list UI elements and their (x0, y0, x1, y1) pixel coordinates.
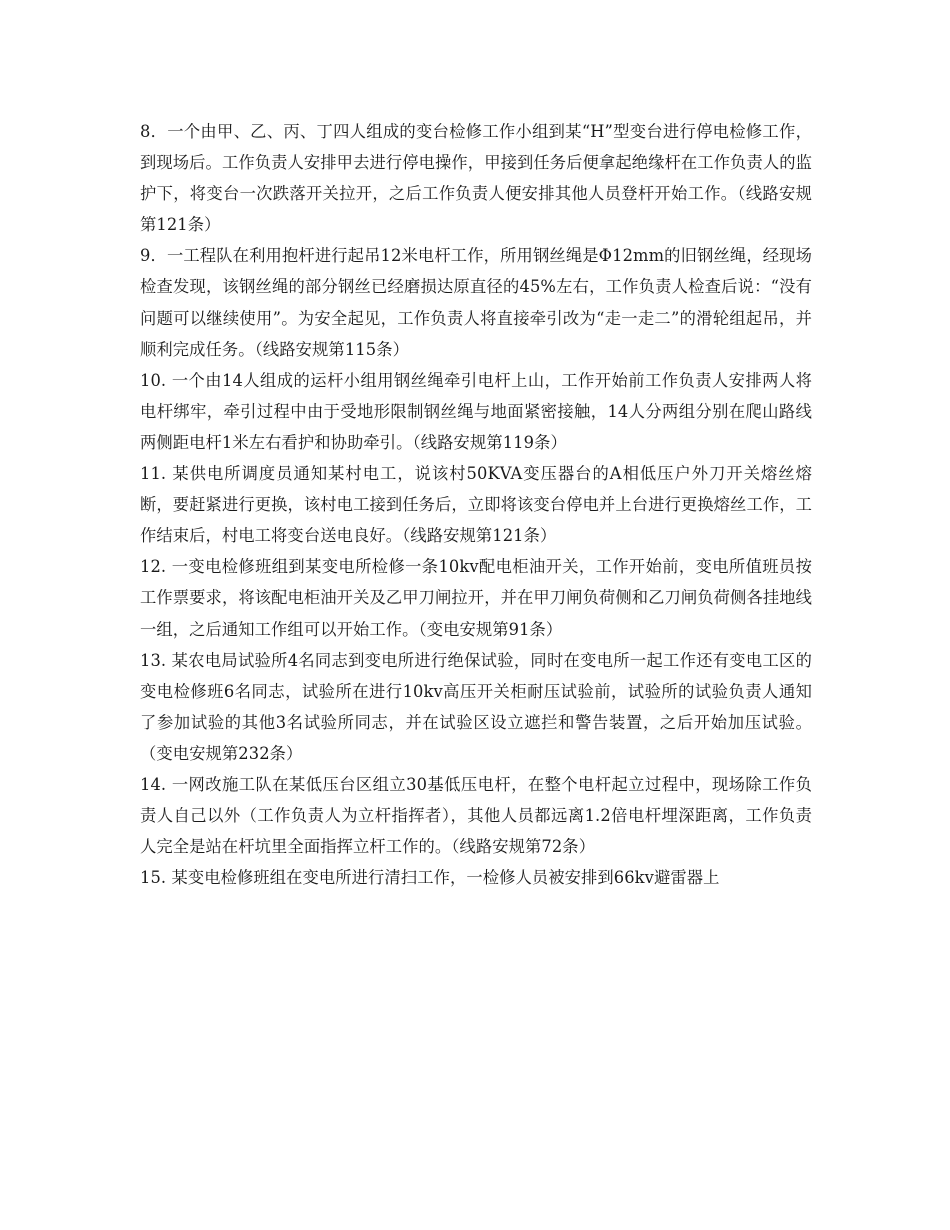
paragraph-item-8: 8．一个由甲、乙、丙、丁四人组成的变台检修工作小组到某“H”型变台进行停电检修工作，到现场后。工作负责人安排甲去进行停电操作，甲接到任务后便拿起绝缘杆在工作负责人的监护下，将变台一次跌落开关拉开，之后工作负责人便安排其他人员登杆开始工作。（线路安规第121条） (140, 122, 812, 235)
paragraph-item-15: 15. 某变电检修班组在变电所进行清扫工作，一检修人员被安排到66kv避雷器上 (140, 868, 720, 888)
paragraph-item-14: 14. 一网改施工队在某低压台区组立30基低压电杆，在整个电杆起立过程中，现场除工作负责人自己以外（工作负责人为立杆指挥者），其他人员都远离1.2倍电杆埋深距离，工作负责人完全是站在杆坑里全面指挥立杆工作的。（线路安规第72条） (140, 774, 812, 857)
document-body (140, 116, 812, 893)
paragraph-item-11: 11. 某供电所调度员通知某村电工，说该村50KVA变压器台的A相低压户外刀开关熔丝熔断，要赶紧进行更换，该村电工接到任务后，立即将该变台停电并上台进行更换熔丝工作，工作结束后，村电工将变台送电良好。（线路安规第121条） (140, 464, 812, 546)
paragraph-item-10: 10. 一个由14人组成的运杆小组用钢丝绳牵引电杆上山，工作开始前工作负责人安排两人将电杆绑牢，牵引过程中由于受地形限制钢丝绳与地面紧密接触，14人分两组分别在爬山路线两侧距电杆1米左右看护和协助牵引。（线路安规第119条） (140, 370, 812, 452)
paragraph-item-13: 13. 某农电局试验所4名同志到变电所进行绝保试验，同时在变电所一起工作还有变电工区的变电检修班6名同志，试验所在进行10kv高压开关柜耐压试验前，试验所的试验负责人通知了参加试验的其他3名试验所同志，并在试验区设立遮拦和警告装置，之后开始加压试验。（变电安规第232条） (140, 650, 812, 763)
paragraph-item-9: 9．一工程队在利用抱杆进行起吊12米电杆工作，所用钢丝绳是Φ12mm的旧钢丝绳，经现场检查发现，该钢丝绳的部分钢丝已经磨损达原直径的45%左右，工作负责人检查后说：“没有问题可以继续使用”。为安全起见，工作负责人将直接牵引改为“走一走二”的滑轮组起吊，并顺利完成任务。（线路安规第115条） (140, 246, 812, 359)
paragraph-item-12: 12. 一变电检修班组到某变电所检修一条10kv配电柜油开关，工作开始前，变电所值班员按工作票要求，将该配电柜油开关及乙甲刀闸拉开，并在甲刀闸负荷侧和乙刀闸负荷侧各挂地线一组，之后通知工作组可以开始工作。（变电安规第91条） (140, 557, 812, 639)
